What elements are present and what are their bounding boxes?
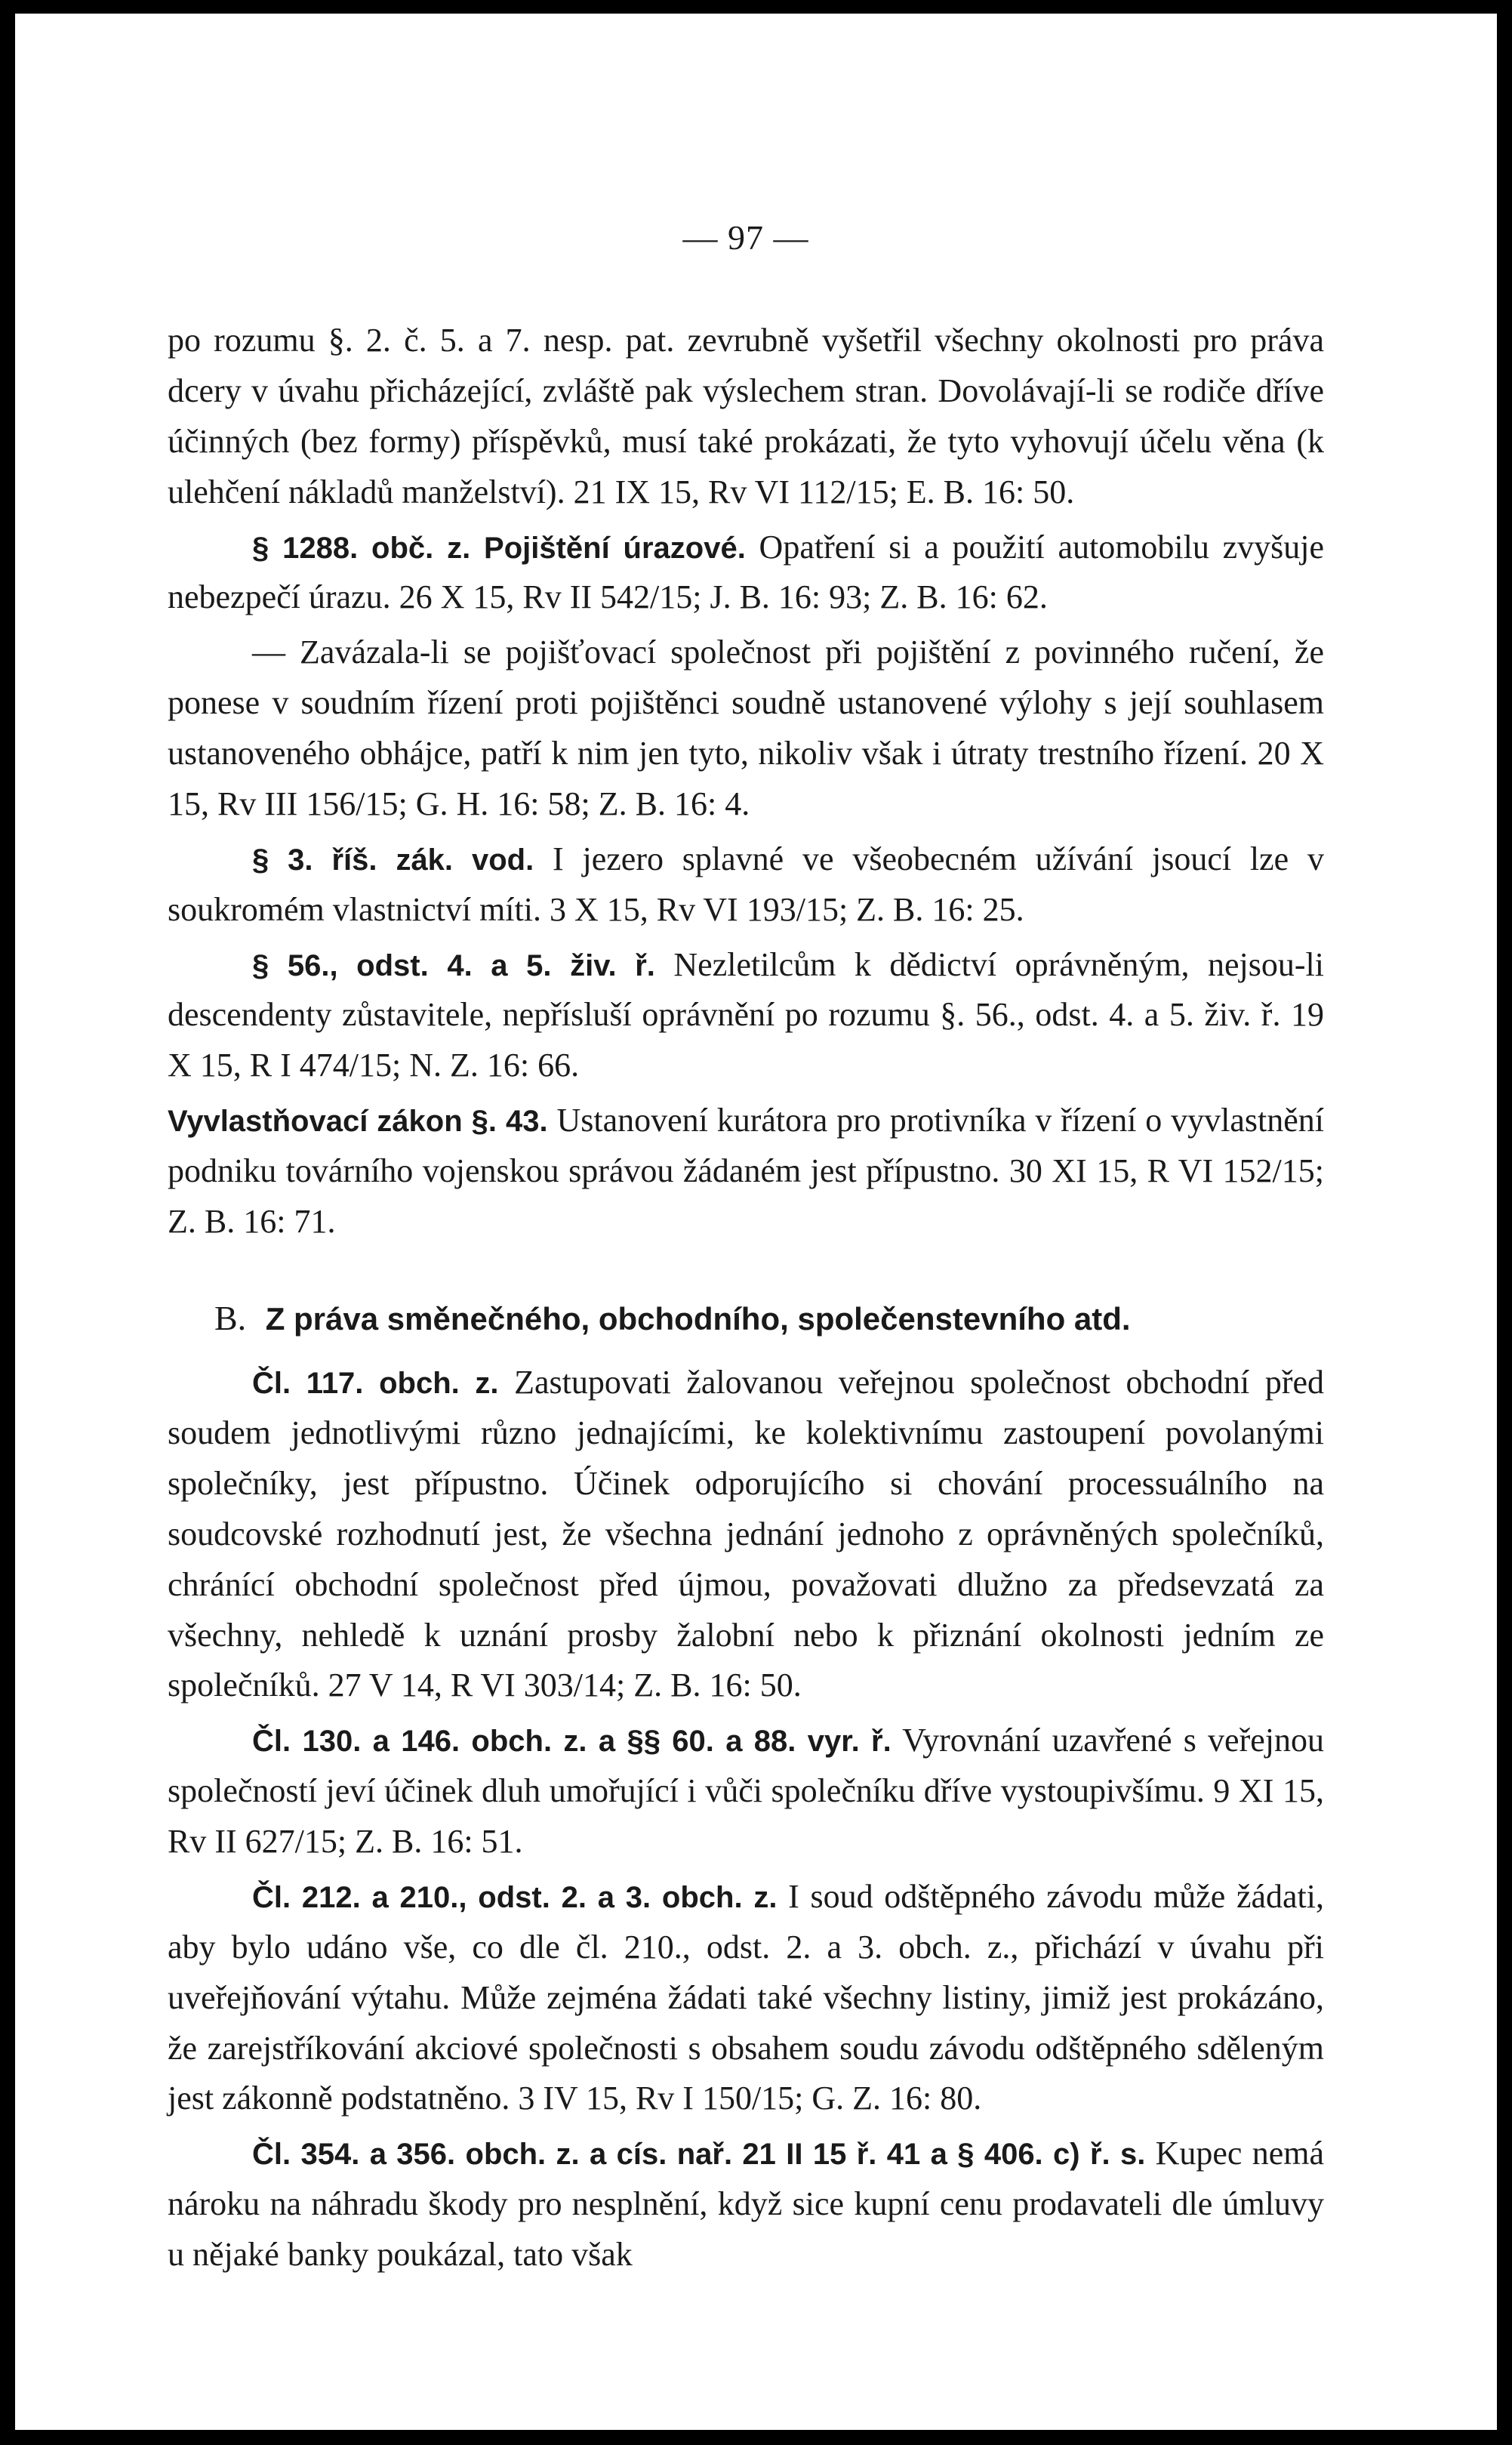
section-title: Z práva směnečného, obchodního, společenstevního atd.	[265, 1300, 1131, 1337]
entry-lead: Čl. 212. a 210., odst. 2. a 3. obch. z.	[252, 1880, 778, 1914]
entry-1288	[168, 523, 1324, 624]
entry-lead: Čl. 117. obch. z.	[252, 1367, 499, 1401]
page-content	[168, 316, 1324, 2280]
entry-vyvlastnovaci	[168, 1096, 1324, 1247]
entry-lead: Vyvlastňovací zákon §. 43.	[168, 1105, 548, 1139]
entry-text: I soud odštěpného závodu může žádati, aby bylo udáno vše, co dle čl. 210., odst. 2. a 3. obch. z., přichází v úvahu při uveřejňování výtahu. Může zejména žádati také všechny listiny, jimiž jest prokázáno, že zarejstříkování akciové společnosti s obsahem soudu závodu odštěpného sděleným jest zákonně podstatněno. 3 IV 15, Rv I 150/15; G. Z. 16: 80.	[168, 1877, 1325, 2117]
entry-text: po rozumu §. 2. č. 5. a 7. nesp. pat. zevrubně vyšetřil všechny okolnosti pro práva dcery v úvahu přicházející, zvláště pak výslechem stran. Dovolávají-li se rodiče dříve účinných (bez formy) příspěvků, musí také prokázati, že tyto vyhovují účelu věna (k ulehčení nákladů manželství). 21 IX 15, Rv VI 112/15; E. B. 16: 50.	[168, 322, 1324, 510]
entry-text: I jezero splavné ve všeobecném užívání jsoucí lze v soukromém vlastnictví míti. 3 X 15, Rv VI 193/15; Z. B. 16: 25.	[168, 840, 1325, 928]
section-heading	[168, 1294, 1324, 1343]
entry-cl-130	[168, 1716, 1324, 1867]
entry-lead: § 3. říš. zák. vod.	[252, 843, 534, 877]
entry-continuation	[168, 316, 1324, 518]
entry-lead: Čl. 130. a 146. obch. z. a §§ 60. a 88. vyr. ř.	[252, 1725, 891, 1759]
entry-text: Kupec nemá nároku na náhradu škody pro nesplnění, když sice kupní cenu prodavateli dle úmluvy u nějaké banky poukázal, tato však	[168, 2135, 1324, 2274]
entry-56-ziv-r	[168, 940, 1324, 1092]
entry-text: Opatření si a použití automobilu zvyšuje nebezpečí úrazu. 26 X 15, Rv II 542/15; J. B. 16: 93; Z. B. 16: 62.	[168, 528, 1324, 616]
entry-cl-354	[168, 2129, 1324, 2280]
entry-lead: Čl. 354. a 356. obch. z. a cís. nař. 21 II 15 ř. 41 a § 406. c) ř. s.	[252, 2138, 1146, 2172]
entry-text: — Zavázala-li se pojišťovací společnost při pojištění z povinného ručení, že ponese v soudním řízení proti pojištěnci soudně ustanovené výlohy s její souhlasem ustanoveného obhájce, patří k nim jen tyto, nikoliv však i útraty trestního řízení. 20 X 15, Rv III 156/15; G. H. 16: 58; Z. B. 16: 4.	[168, 634, 1324, 822]
entry-text: Nezletilcům k dědictví oprávněným, nejsou-li descendenty zůstavitele, nepřísluší oprávnění po rozumu §. 56., odst. 4. a 5. živ. ř. 19 X 15, R I 474/15; N. Z. 16: 66.	[168, 945, 1325, 1084]
section-letter: B.	[214, 1298, 247, 1337]
entry-text: Zastupovati žalovanou veřejnou společnost obchodní před soudem jednotlivými různo jednajícími, ke kolektivnímu zastoupení povolanými společníky, jest přípustno. Účinek odporujícího si chování processuálního na soudcovské rozhodnutí jest, že všechna jednání jednoho z oprávněných společníků, chránící obchodní společnost před újmou, považovati dlužno za předsevzatá za všechny, nehledě k uznání prosby žalobní nebo k přiznání okolnosti jedním ze společníků. 27 V 14, R VI 303/14; Z. B. 16: 50.	[168, 1364, 1325, 1704]
entry-cl-117	[168, 1358, 1324, 1711]
page-number: — 97 —	[682, 218, 809, 257]
entry-lead: § 56., odst. 4. a 5. živ. ř.	[252, 948, 655, 982]
entry-lead: § 1288. obč. z. Pojištění úrazové.	[252, 531, 746, 565]
entry-3-ris-zak-vod	[168, 834, 1324, 936]
entry-pojistovaci	[168, 627, 1324, 830]
page-sheet	[15, 14, 1497, 2430]
entry-text: Vyrovnání uzavřené s veřejnou společností jeví účinek dluh umořující i vůči společníku dříve vystoupivšímu. 9 XI 15, Rv II 627/15; Z. B. 16: 51.	[168, 1722, 1324, 1861]
entry-cl-212	[168, 1872, 1324, 2124]
entry-text: Ustanovení kurátora pro protivníka v řízení o vyvlastnění podniku továrního vojenskou správou žádaném jest přípustno. 30 XI 15, R VI 152/15; Z. B. 16: 71.	[168, 1102, 1325, 1240]
